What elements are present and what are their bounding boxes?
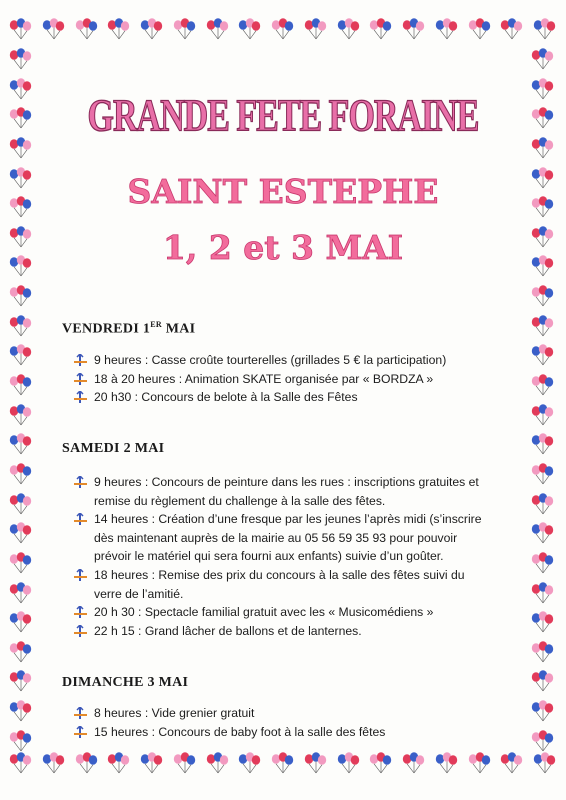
day-heading-dimanche: DIMANCHE 3 MAI [62, 675, 189, 690]
balloon-icon [530, 730, 556, 752]
balloon-icon [8, 433, 34, 455]
list-item: 15 heures : Concours de baby foot à la salle des fêtes [74, 723, 494, 742]
balloon-icon [74, 752, 100, 774]
balloon-icon [530, 552, 556, 574]
balloon-icon [8, 463, 34, 485]
balloon-icon [530, 315, 556, 337]
balloon-icon [205, 752, 231, 774]
balloon-icon [467, 752, 493, 774]
balloon-icon [368, 18, 394, 40]
balloon-icon [303, 752, 329, 774]
arrow-bullet-icon [74, 726, 87, 738]
list-item: 20 h30 : Concours de belote à la Salle des Fêtes [74, 388, 494, 407]
arrow-bullet-icon [74, 373, 87, 385]
balloon-icon [336, 18, 362, 40]
balloon-icon [41, 18, 67, 40]
balloon-icon [8, 700, 34, 722]
balloon-icon [467, 18, 493, 40]
balloon-icon [8, 48, 34, 70]
balloon-icon [530, 463, 556, 485]
day-heading-samedi: SAMEDI 2 MAI [62, 441, 165, 456]
balloon-icon [8, 315, 34, 337]
balloon-icon [499, 18, 525, 40]
list-item: 22 h 15 : Grand lâcher de ballons et de lanternes. [74, 622, 494, 641]
balloon-icon [41, 752, 67, 774]
balloon-icon [8, 404, 34, 426]
balloon-icon [205, 18, 231, 40]
balloon-icon [530, 374, 556, 396]
balloon-icon [172, 752, 198, 774]
balloon-icon [8, 670, 34, 692]
balloon-icon [8, 641, 34, 663]
list-item: 18 à 20 heures : Animation SKATE organisée par « BORDZA » [74, 370, 494, 389]
balloon-icon [172, 18, 198, 40]
balloon-icon [532, 18, 558, 40]
balloon-border-bottom [8, 752, 558, 782]
program-list-samedi [74, 473, 494, 640]
balloon-icon [8, 582, 34, 604]
balloon-icon [237, 752, 263, 774]
balloon-icon [368, 752, 394, 774]
balloon-icon [530, 611, 556, 633]
balloon-icon [8, 752, 34, 774]
arrow-bullet-icon [74, 476, 87, 488]
balloon-icon [8, 493, 34, 515]
balloon-icon [237, 18, 263, 40]
balloon-icon [139, 18, 165, 40]
program-list-dimanche [74, 704, 494, 741]
balloon-icon [530, 493, 556, 515]
balloon-icon [530, 404, 556, 426]
balloon-icon [106, 752, 132, 774]
balloon-icon [270, 752, 296, 774]
arrow-bullet-icon [74, 707, 87, 719]
balloon-icon [270, 18, 296, 40]
list-item: 20 h 30 : Spectacle familial gratuit avec les « Musicomédiens » [74, 603, 494, 622]
balloon-icon [530, 285, 556, 307]
balloon-icon [530, 433, 556, 455]
balloon-icon [139, 752, 165, 774]
poster-title: GRANDE FETE FORAINE [87, 91, 479, 142]
balloon-icon [336, 752, 362, 774]
arrow-bullet-icon [74, 513, 87, 525]
list-item: 18 heures : Remise des prix du concours à la salle des fêtes suivi du verre de l’amitié. [74, 566, 494, 603]
arrow-bullet-icon [74, 569, 87, 581]
balloon-icon [530, 700, 556, 722]
balloon-border-top [8, 18, 558, 48]
balloon-icon [530, 48, 556, 70]
arrow-bullet-icon [74, 354, 87, 366]
balloon-icon [8, 18, 34, 40]
balloon-icon [499, 752, 525, 774]
balloon-icon [8, 730, 34, 752]
balloon-icon [530, 344, 556, 366]
balloon-icon [303, 18, 329, 40]
balloon-border-left [8, 48, 38, 752]
balloon-icon [434, 18, 460, 40]
list-item: 9 heures : Concours de peinture dans les rues : inscriptions gratuites et remise du règlement du challenge à la salle des fêtes. [74, 473, 494, 510]
balloon-icon [530, 641, 556, 663]
balloon-icon [532, 752, 558, 774]
balloon-icon [8, 285, 34, 307]
day-heading-vendredi: VENDREDI 1ER MAI [62, 320, 196, 337]
program-list-vendredi [74, 351, 494, 407]
balloon-border-right [530, 48, 560, 752]
balloon-icon [401, 18, 427, 40]
arrow-bullet-icon [74, 391, 87, 403]
balloon-icon [530, 670, 556, 692]
balloon-icon [8, 522, 34, 544]
arrow-bullet-icon [74, 606, 87, 618]
list-item: 8 heures : Vide grenier gratuit [74, 704, 494, 723]
poster-place: SAINT ESTEPHE [127, 172, 439, 211]
poster-dates: 1, 2 et 3 MAI [162, 228, 404, 267]
list-item: 14 heures : Création d’une fresque par les jeunes l’après midi (s’inscrire dès maintenant auprès de la mairie au 05 56 59 35 93 pour pouvoir prévoir le matériel qui sera fourni aux enfants) suivie d’un goûter. [74, 510, 494, 566]
arrow-bullet-icon [74, 625, 87, 637]
balloon-icon [8, 344, 34, 366]
balloon-icon [74, 18, 100, 40]
balloon-icon [530, 522, 556, 544]
balloon-icon [401, 752, 427, 774]
list-item: 9 heures : Casse croûte tourterelles (grillades 5 € la participation) [74, 351, 494, 370]
balloon-icon [8, 611, 34, 633]
balloon-icon [106, 18, 132, 40]
balloon-icon [8, 374, 34, 396]
balloon-icon [530, 582, 556, 604]
balloon-icon [8, 552, 34, 574]
balloon-icon [434, 752, 460, 774]
